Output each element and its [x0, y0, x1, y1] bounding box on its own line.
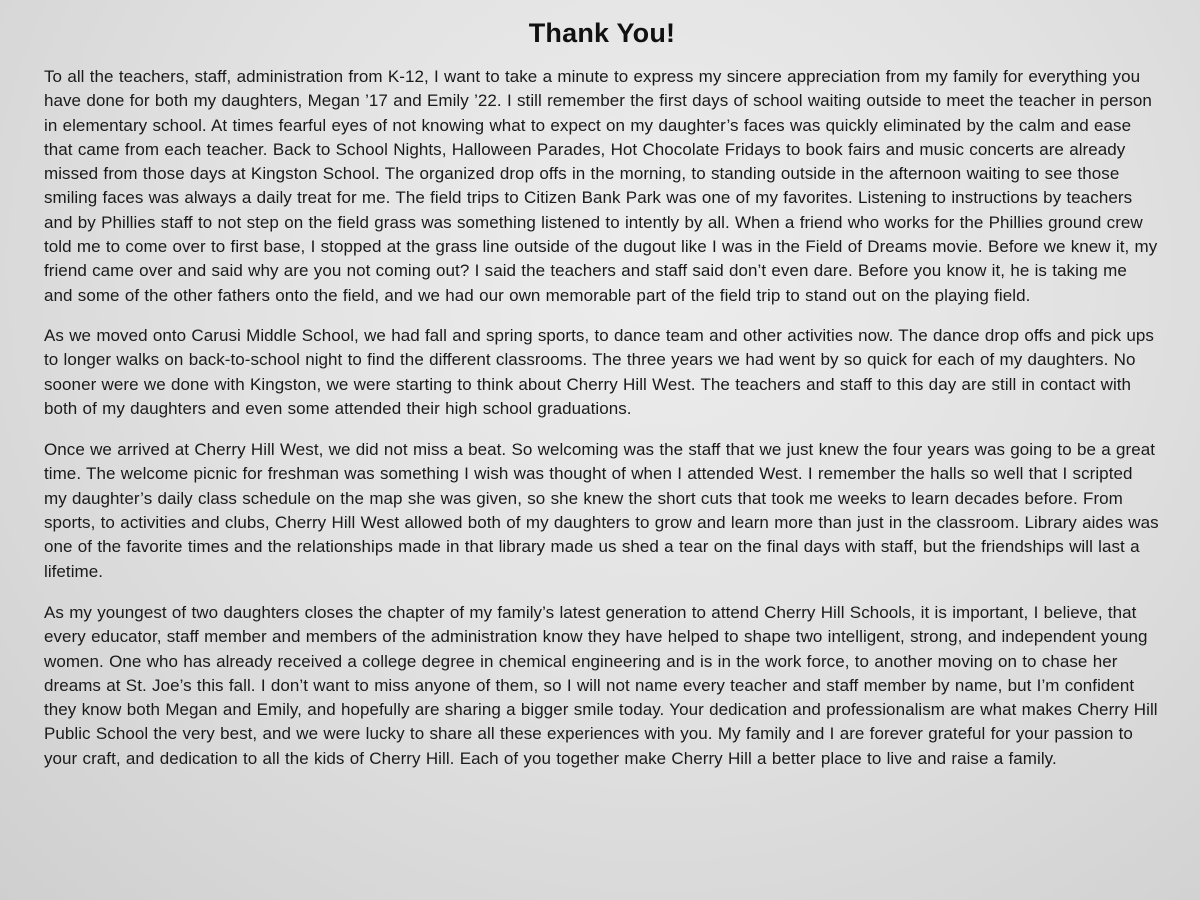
- paragraph-kingston: To all the teachers, staff, administration from K-12, I want to take a minute to express my sincere appreciation from my family for everything you have done for both my daughters, Megan ’17 and Emily ’22. I still remember the first days of school waiting outside to meet the teacher in person in elementary school. At times fearful eyes of not knowing what to expect on my daughter’s faces was quickly eliminated by the calm and ease that came from each teacher. Back to School Nights, Halloween Parades, Hot Chocolate Fridays to book fairs and music concerts are already missed from those days at Kingston School. The organized drop offs in the morning, to standing outside in the afternoon waiting to see those smiling faces was always a daily treat for me. The field trips to Citizen Bank Park was one of my favorites. Listening to instructions by teachers and by Phillies staff to not step on the field grass was something listened to intently by all. When a friend who works for the Phillies ground crew told me to come over to first base, I stopped at the grass line outside of the dugout like I was in the Field of Dreams movie. Before we knew it, my friend came over and said why are you not coming out? I said the teachers and staff said don’t even dare. Before you know it, he is taking me and some of the other fathers onto the field, and we had our own memorable part of the field trip to stand out on the playing field.: [44, 67, 1158, 305]
- paragraph-cherry-hill-west: Once we arrived at Cherry Hill West, we did not miss a beat. So welcoming was the staff that we just knew the four years was going to be a great time. The welcome picnic for freshman was something I wish was thought of when I attended West. I remember the halls so well that I scripted my daughter’s daily class schedule on the map she was given, so she knew the short cuts that took me weeks to learn decades before. From sports, to activities and clubs, Cherry Hill West allowed both of my daughters to grow and learn more than just in the classroom. Library aides was one of the favorite times and the relationships made in that library made us shed a tear on the final days with staff, but the friendships will last a lifetime.: [44, 440, 1159, 581]
- letter-title: Thank You!: [528, 18, 676, 48]
- paragraph-carusi: As we moved onto Carusi Middle School, we had fall and spring sports, to dance team and other activities now. The dance drop offs and pick ups to longer walks on back-to-school night to find the different classrooms. The three years we had went by so quick for each of my daughters. No sooner were we done with Kingston, we were starting to think about Cherry Hill West. The teachers and staff to this day are still in contact with both of my daughters and even some attended their high school graduations.: [44, 325, 1154, 418]
- paragraph-closing: As my youngest of two daughters closes the chapter of my family’s latest generation to attend Cherry Hill Schools, it is important, I believe, that every educator, staff member and members of the administration know they have helped to shape two intelligent, strong, and independent young women. One who has already received a college degree in chemical engineering and is in the work force, to another moving on to chase her dreams at St. Joe’s this fall. I don’t want to miss anyone of them, so I will not name every teacher and staff member by name, but I’m confident they know both Megan and Emily, and hopefully are sharing a bigger smile today. Your dedication and professionalism are what makes Cherry Hill Public School the very best, and we were lucky to share all these experiences with you. My family and I are forever grateful for your passion to your craft, and dedication to all the kids of Cherry Hill. Each of you together make Cherry Hill a better place to live and raise a family.: [44, 602, 1158, 768]
